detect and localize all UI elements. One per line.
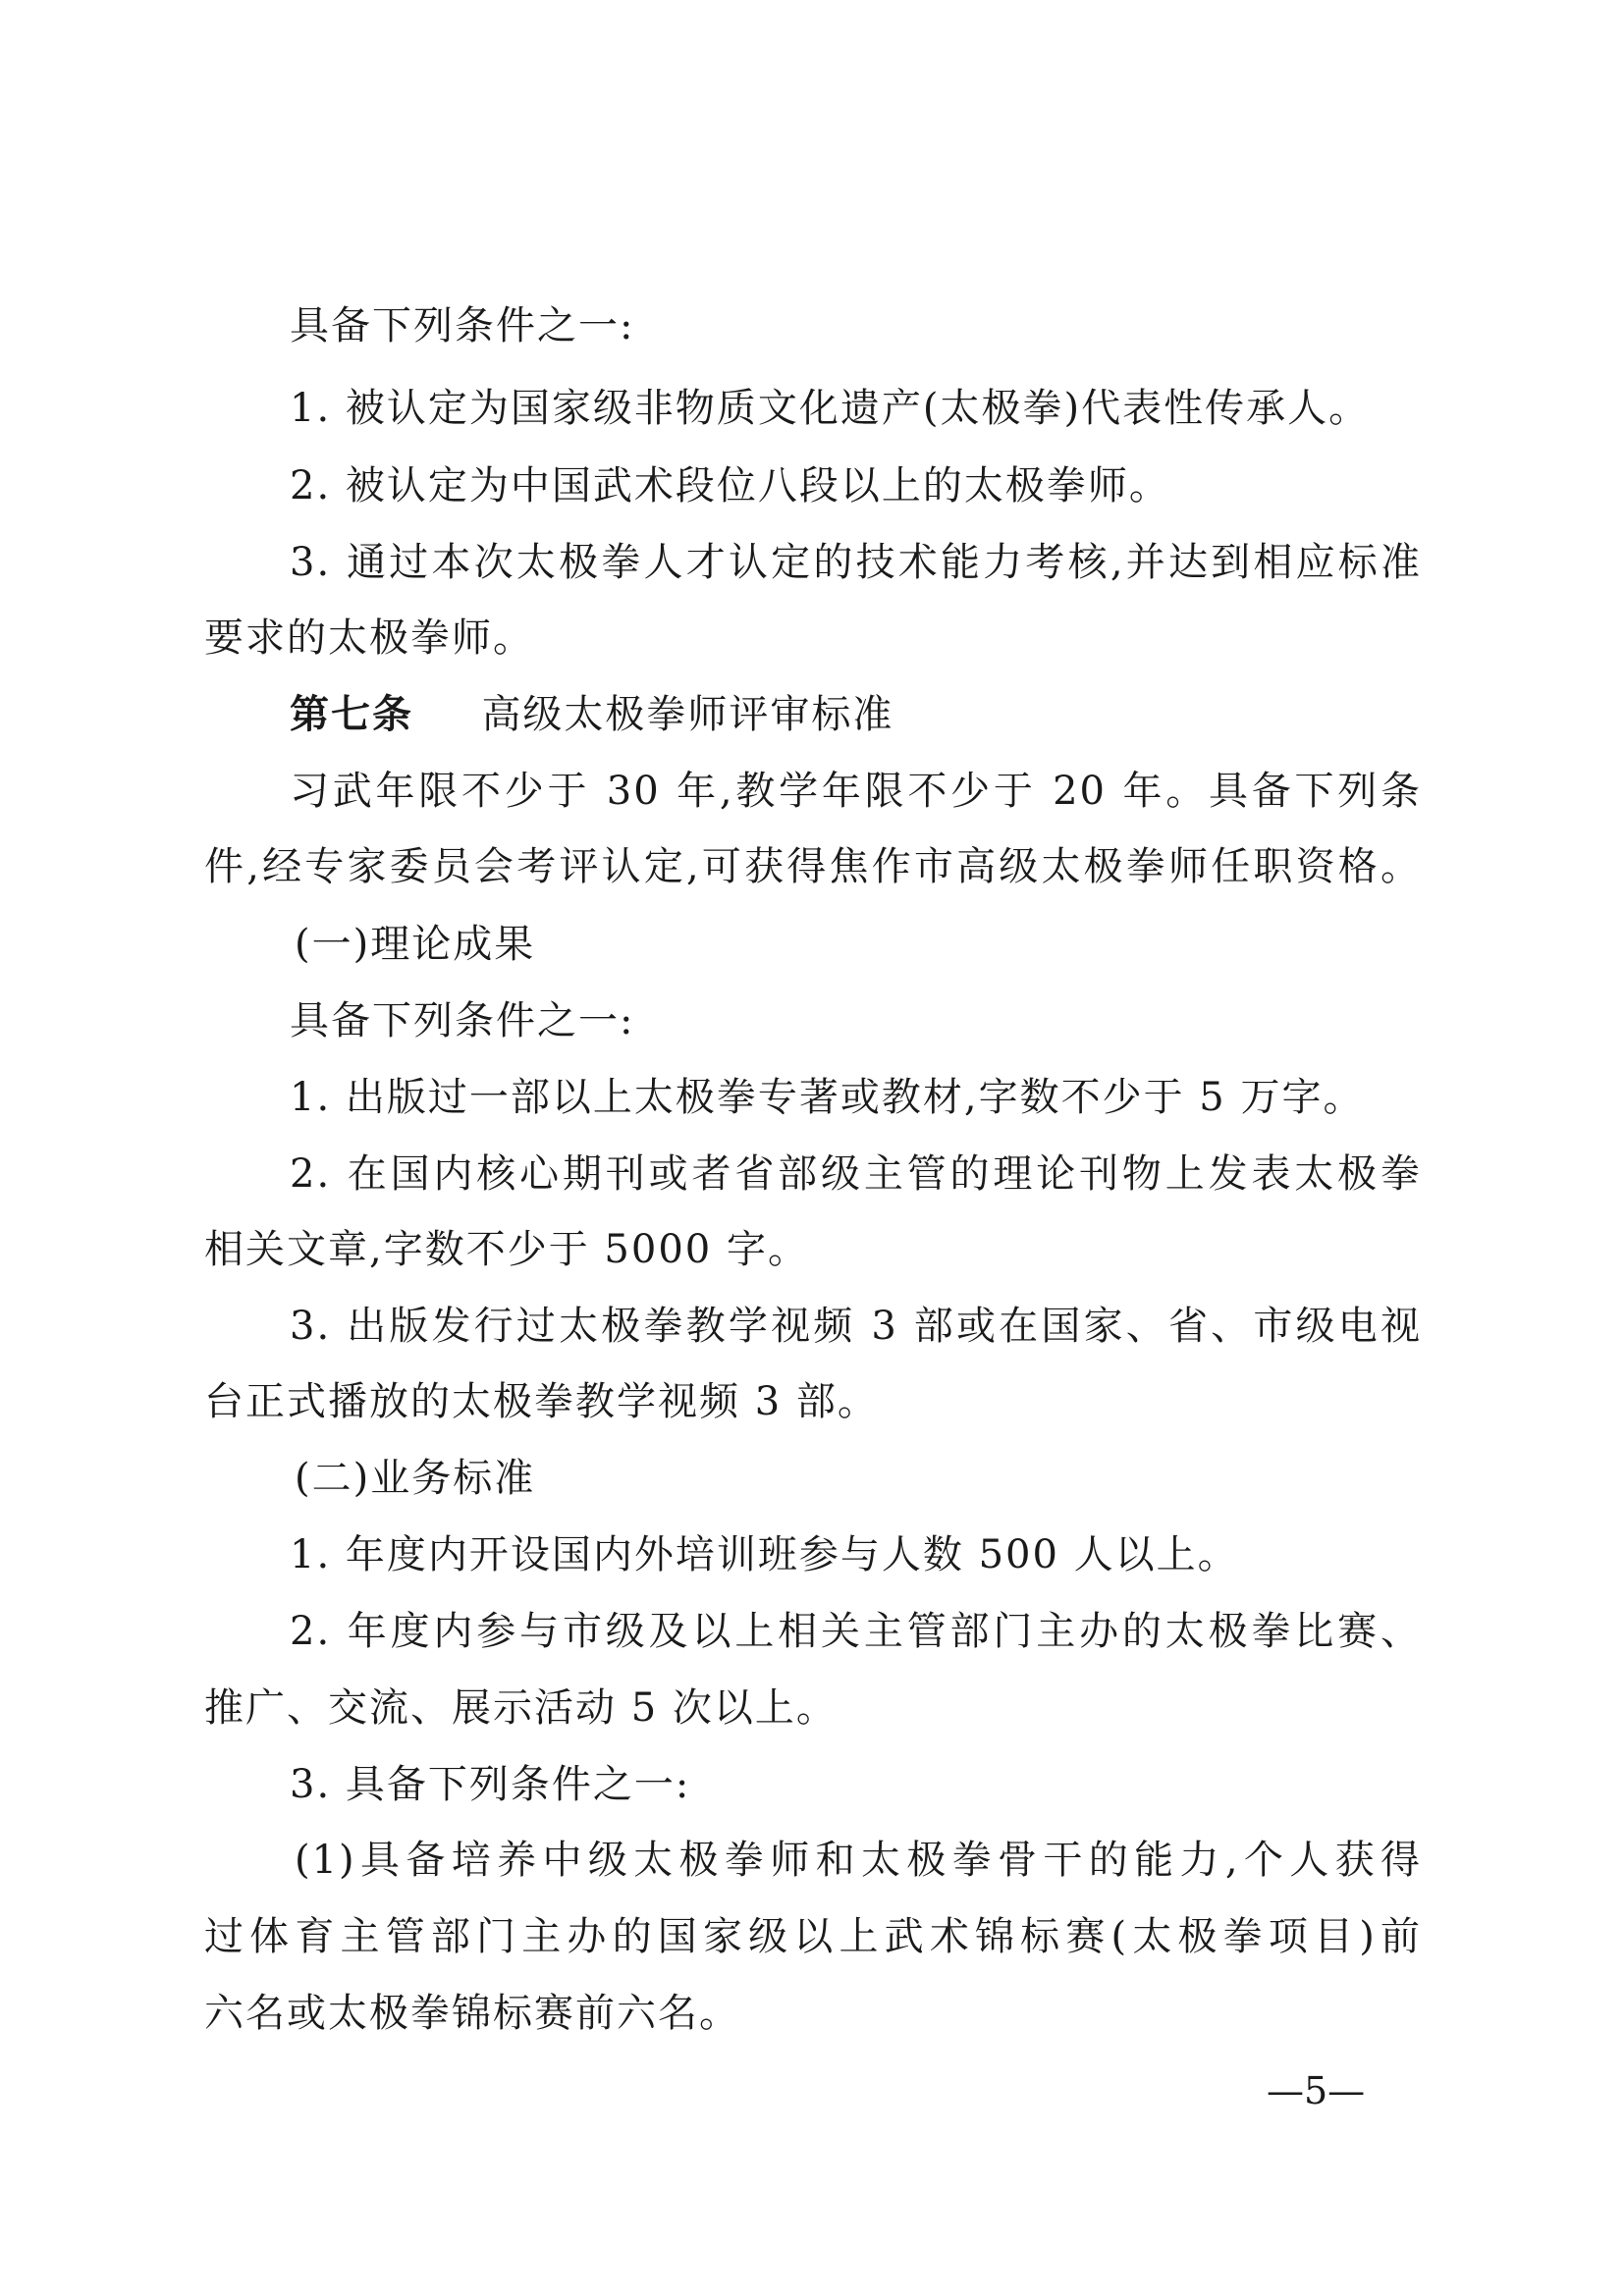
article-heading: [290, 685, 1422, 744]
paragraph-line: 3. 出版发行过太极拳教学视频 3 部或在国家、省、市级电视: [290, 1304, 1422, 1349]
paragraph-line: 1. 出版过一部以上太极拳专著或教材,字数不少于 5 万字。: [290, 1075, 1365, 1120]
paragraph-line: 台正式播放的太极拳教学视频 3 部。: [204, 1379, 879, 1424]
paragraph-line: 2. 在国内核心期刊或者省部级主管的理论刊物上发表太极拳: [290, 1151, 1422, 1197]
paragraph-line: 2. 年度内参与市级及以上相关主管部门主办的太极拳比赛、: [290, 1609, 1422, 1654]
paragraph-line: 相关文章,字数不少于 5000 字。: [204, 1227, 809, 1272]
article-number: 第七条: [290, 691, 413, 737]
page-number: —5—: [1267, 2069, 1366, 2112]
paragraph-line: 推广、交流、展示活动 5 次以上。: [204, 1685, 838, 1731]
section-heading: (二)业务标准: [295, 1456, 536, 1501]
paragraph-line: 3. 通过本次太极拳人才认定的技术能力考核,并达到相应标准: [290, 540, 1422, 585]
paragraph-line: 1. 被认定为国家级非物质文化遗产(太极拳)代表性传承人。: [290, 386, 1371, 431]
paragraph-line: 习武年限不少于 30 年,教学年限不少于 20 年。具备下列条: [290, 769, 1422, 814]
paragraph-line: 具备下列条件之一:: [290, 998, 635, 1043]
paragraph-line: 过体育主管部门主办的国家级以上武术锦标赛(太极拳项目)前: [204, 1914, 1422, 1959]
paragraph-line: 六名或太极拳锦标赛前六名。: [204, 1991, 740, 2036]
paragraph-line: 3. 具备下列条件之一:: [290, 1762, 691, 1807]
paragraph-line: 要求的太极拳师。: [204, 615, 534, 661]
paragraph-line: 具备下列条件之一:: [290, 303, 635, 348]
paragraph-line: 1. 年度内开设国内外培训班参与人数 500 人以上。: [290, 1532, 1239, 1577]
paragraph-line: 件,经专家委员会考评认定,可获得焦作市高级太极拳师任职资格。: [204, 844, 1422, 889]
paragraph-line: 2. 被认定为中国武术段位八段以上的太极拳师。: [290, 463, 1170, 508]
paragraph-line: (1)具备培养中级太极拳师和太极拳骨干的能力,个人获得: [295, 1838, 1422, 1883]
article-title: 高级太极拳师评审标准: [481, 692, 894, 737]
section-heading: (一)理论成果: [295, 922, 536, 967]
